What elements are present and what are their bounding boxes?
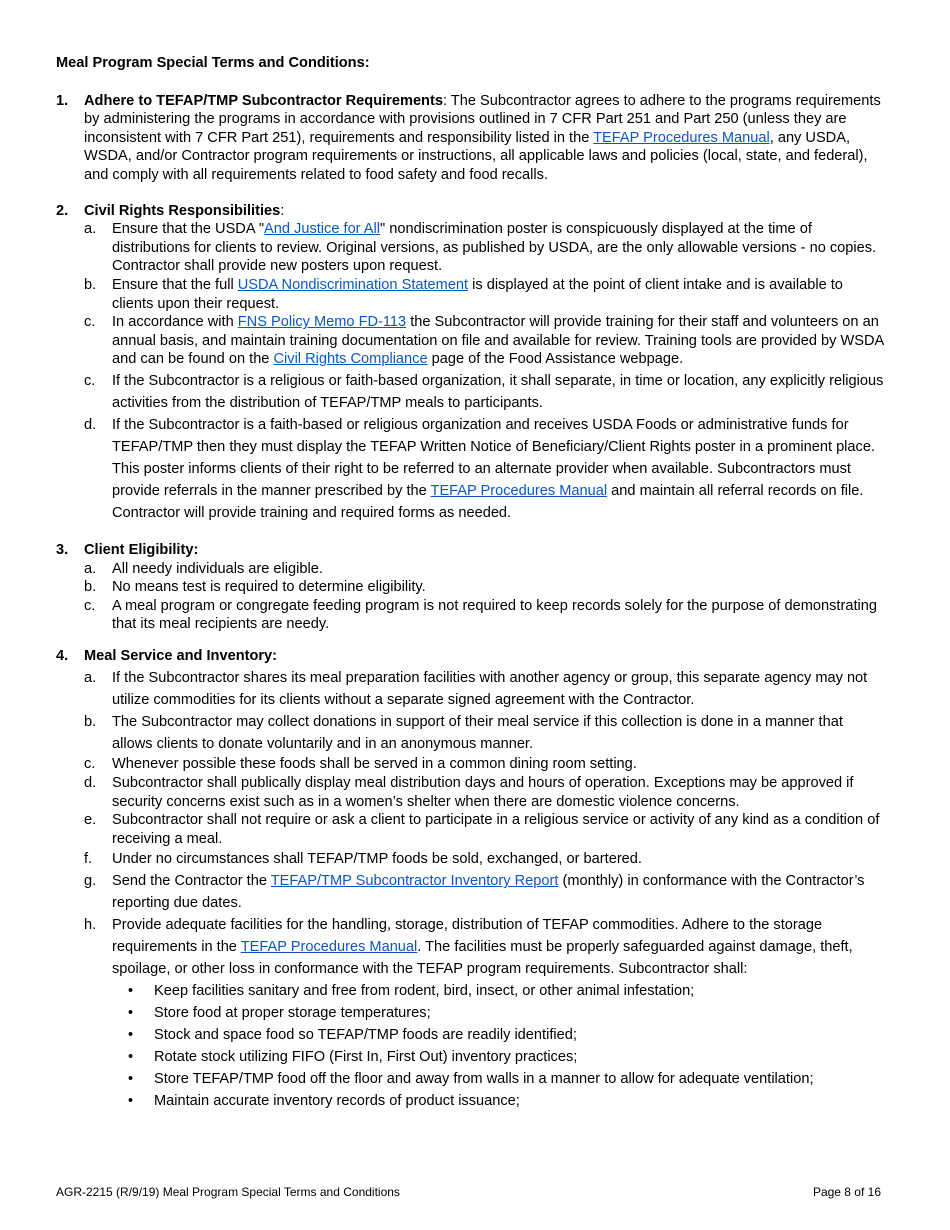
text-span: In accordance with (112, 314, 238, 331)
tefap-procedures-manual-link[interactable]: TEFAP Procedures Manual (240, 939, 418, 956)
bullet-text: Maintain accurate inventory records of product issuance; (154, 1093, 520, 1110)
list-label: a. (84, 560, 97, 577)
bullet-item (112, 980, 886, 1002)
list-item (84, 711, 886, 755)
section-title: Meal Service and Inventory: (84, 647, 278, 664)
inventory-report-link[interactable]: TEFAP/TMP Subcontractor Inventory Report (270, 873, 559, 890)
footer-document-id: AGR-2215 (R/9/19) Meal Program Special Terms and Conditions (56, 1185, 400, 1199)
list-label: g. (84, 873, 97, 890)
bullet-item (112, 1024, 886, 1046)
list-item (84, 220, 886, 276)
bullet-item (112, 1090, 886, 1112)
list-label: c. (84, 756, 96, 773)
bullet-icon: • (128, 1071, 134, 1088)
list-label: c. (84, 314, 96, 331)
list-item (84, 667, 886, 711)
usda-nondiscrimination-statement-link[interactable]: USDA Nondiscrimination Statement (237, 276, 469, 293)
list-label: c. (84, 372, 96, 389)
list-item-text (112, 870, 886, 914)
list-item-text: The Subcontractor may collect donations in support of their meal service if this collection is done in a manner that allows clients to donate voluntarily and in an anonymous manner. (112, 714, 843, 753)
list-item-text: No means test is required to determine eligibility. (112, 579, 426, 596)
list-item-text (112, 313, 886, 369)
bullet-text: Keep facilities sanitary and free from rodent, bird, insect, or other animal infestation; (154, 983, 695, 1000)
section-number: 3. (56, 541, 69, 558)
list-item (84, 414, 886, 524)
list-item (84, 774, 886, 811)
section-number: 2. (56, 202, 69, 219)
bullet-item (112, 1068, 886, 1090)
list-label: a. (84, 221, 97, 238)
list-label: e. (84, 812, 97, 829)
list-item (84, 597, 886, 634)
list-item (84, 848, 886, 870)
text-span: Provide adequate facilities for the handling, storage, distribution of TEFAP commodities. Adhere to the storage requirements in the (112, 917, 823, 956)
list-item-text: Whenever possible these foods shall be served in a common dining room setting. (112, 756, 637, 773)
text-span: Ensure that the USDA " (112, 221, 265, 238)
section-2 (56, 202, 886, 524)
section-3 (56, 541, 886, 634)
civil-rights-compliance-link[interactable]: Civil Rights Compliance (273, 351, 428, 368)
fns-policy-memo-link[interactable]: FNS Policy Memo FD-113 (237, 314, 407, 331)
page-footer (56, 1185, 881, 1199)
bullet-item (112, 1046, 886, 1068)
section-title: Client Eligibility: (84, 541, 199, 558)
list-item (84, 755, 886, 774)
list-item (84, 578, 886, 597)
and-justice-for-all-link[interactable]: And Justice for All (264, 221, 381, 238)
list-item-text: Subcontractor shall not require or ask a client to participate in a religious service or activity of any kind as a condition of receiving a meal. (112, 812, 880, 847)
section-title-line (84, 202, 886, 221)
list-item (84, 811, 886, 848)
list-label: f. (84, 851, 93, 868)
text-span: Send the Contractor the (112, 873, 271, 890)
bullet-icon: • (128, 1027, 134, 1044)
tefap-procedures-manual-link[interactable]: TEFAP Procedures Manual (430, 482, 608, 499)
list-item (84, 914, 886, 1112)
list-label: b. (84, 714, 97, 731)
list-item-text (112, 414, 886, 524)
list-item-text (112, 276, 886, 313)
text-span: and maintain all referral records on file. Contractor will provide training and required forms as needed. (112, 482, 864, 521)
section-number: 4. (56, 647, 69, 664)
list-item-text: Under no circumstances shall TEFAP/TMP foods be sold, exchanged, or bartered. (112, 851, 642, 868)
list-item (84, 313, 886, 369)
list-item (84, 276, 886, 313)
text-span: " nondiscrimination poster is conspicuously displayed at the time of distributions for clients to review. Original versions, as published by USDA, are the only allowable versions - no copies. Contractor shall provide new posters upon request. (112, 221, 877, 275)
list-item (84, 370, 886, 414)
list-label: c. (84, 597, 96, 614)
bullet-text: Store food at proper storage temperatures; (154, 1005, 431, 1022)
list-label: a. (84, 670, 97, 687)
list-label: b. (84, 276, 97, 293)
list-item (84, 870, 886, 914)
list-label: d. (84, 775, 97, 792)
list-item-text: If the Subcontractor shares its meal preparation facilities with another agency or group, this separate agency may not utilize commodities for its clients without a separate signed agreement with the Contractor. (112, 670, 868, 709)
bullet-text: Stock and space food so TEFAP/TMP foods are readily identified; (154, 1027, 577, 1044)
section-text: , any USDA, WSDA, and/or Contractor program requirements or instructions, all applicable laws and policies (local, state, and federal), and comply with all requirements related to food safety and food recalls. (84, 129, 868, 183)
text-span: is displayed at the point of client intake and is available to clients upon their request. (112, 276, 843, 312)
section-4 (56, 647, 886, 1113)
section-number: 1. (56, 92, 69, 109)
section-title: Adhere to TEFAP/TMP Subcontractor Requirements (84, 92, 443, 109)
section-1-body (84, 92, 886, 185)
bullet-icon: • (128, 1049, 134, 1066)
list-item-text: All needy individuals are eligible. (112, 560, 323, 577)
tefap-procedures-manual-link[interactable]: TEFAP Procedures Manual (593, 129, 770, 146)
list-item-text: Subcontractor shall publically display meal distribution days and hours of operation. Exceptions may be approved if security concerns exist such as in a women’s shelter when there are domestic violence concerns. (112, 775, 854, 810)
text-span: (monthly) in conformance with the Contractor’s reporting due dates. (112, 873, 865, 912)
list-label: b. (84, 579, 97, 596)
list-item-text: A meal program or congregate feeding program is not required to keep records solely for the purpose of demonstrating that its meal recipients are needy. (112, 597, 877, 633)
bullet-text: Rotate stock utilizing FIFO (First In, First Out) inventory practices; (154, 1049, 578, 1066)
section-1 (56, 92, 886, 185)
list-label: d. (84, 416, 97, 433)
list-item-text: If the Subcontractor is a religious or faith-based organization, it shall separate, in time or location, any explicitly religious activities from the distribution of TEFAP/TMP meals to participants. (112, 372, 884, 411)
bullet-icon: • (128, 1005, 134, 1022)
document-page (56, 54, 886, 1112)
list-item-text (112, 220, 886, 276)
bullet-icon: • (128, 983, 134, 1000)
section-text: : The Subcontractor agrees to adhere to the programs requirements by administering the programs in accordance with provisions outlined in 7 CFR Part 251 and Part 250 (unless they are inconsistent with 7 CFR Part 251), requirements and responsibility listed in the (84, 92, 881, 146)
section-title: Civil Rights Responsibilities (84, 202, 281, 219)
title-colon: : (280, 202, 285, 219)
text-span: page of the Food Assistance webpage. (427, 351, 684, 368)
page-heading: Meal Program Special Terms and Conditions: (56, 55, 370, 71)
list-item (84, 560, 886, 579)
bullet-text: Store TEFAP/TMP food off the floor and away from walls in a manner to allow for adequate ventilation; (154, 1071, 814, 1088)
text-span: Ensure that the full (112, 276, 238, 293)
text-span: If the Subcontractor is a faith-based or religious organization and receives USDA Foods or administrative funds for TEFAP/TMP then they must display the TEFAP Written Notice of Beneficiary/Client Rights poster in a prominent place. This poster informs clients of their right to be referred to an alternate provider when available. Subcontractors must provide referrals in the manner prescribed by the (112, 416, 876, 499)
footer-page-number: Page 8 of 16 (812, 1185, 881, 1199)
text-span: the Subcontractor will provide training for their staff and volunteers on an annual basis, and maintain training documentation on file and available for review. Training tools are provided by WSDA and can be found on the (112, 314, 884, 368)
list-label: h. (84, 917, 97, 934)
bullet-icon: • (128, 1093, 134, 1110)
bullet-item (112, 1002, 886, 1024)
text-span: . The facilities must be properly safeguarded against damage, theft, spoilage, or other loss in conformance with the TEFAP program requirements. Subcontractor shall: (112, 939, 853, 978)
list-item-text (112, 914, 886, 980)
